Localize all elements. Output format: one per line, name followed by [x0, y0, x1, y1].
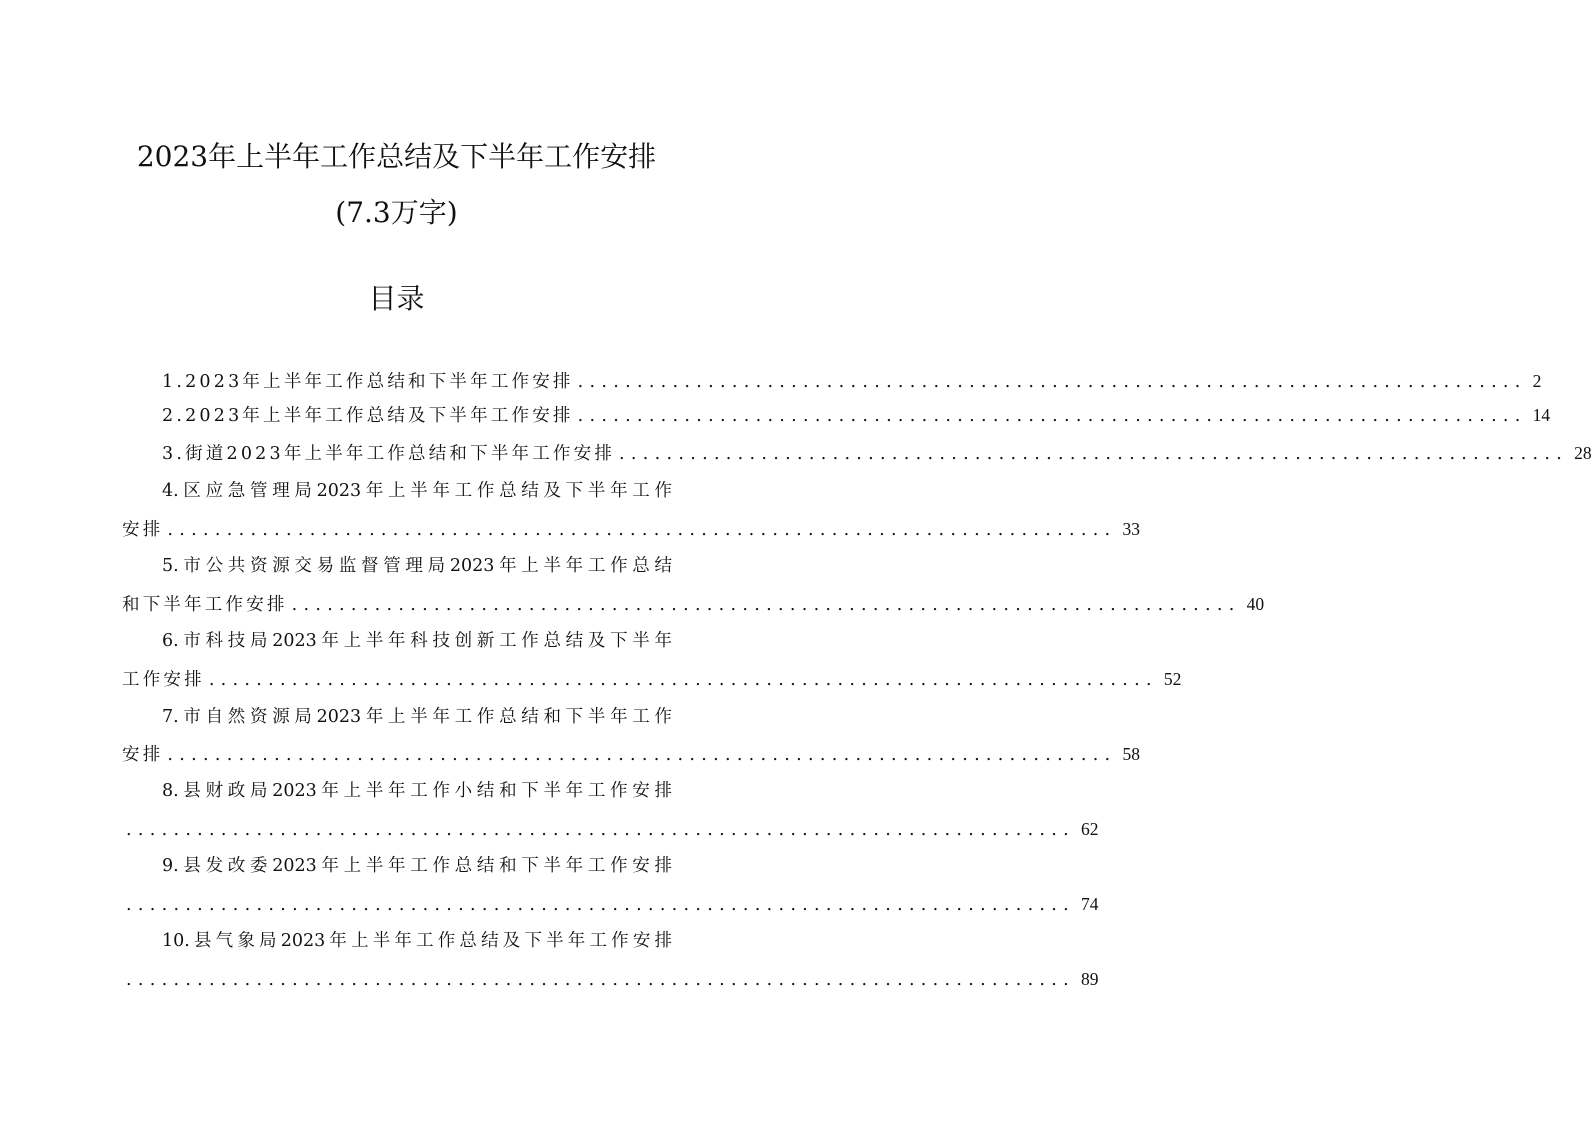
- toc-entry-line[interactable]: [122, 514, 1140, 544]
- toc-entry-line[interactable]: [122, 626, 672, 656]
- leader-dots: ................................................................................: [126, 820, 1076, 840]
- toc-entry-line[interactable]: [122, 438, 1592, 468]
- toc-entry-line[interactable]: [122, 366, 1542, 396]
- toc-page-number: 52: [1163, 669, 1182, 689]
- toc-page-number: 28: [1574, 443, 1592, 463]
- leader-dots: ................................................................................: [126, 970, 1076, 990]
- toc-entry-line[interactable]: [122, 476, 672, 506]
- toc-page-number: 62: [1081, 819, 1099, 839]
- toc-entry-title: 1.2023年上半年工作总结和下半年工作安排: [162, 372, 574, 392]
- toc-page-number: 40: [1246, 594, 1265, 614]
- toc-heading: 目录: [368, 282, 425, 315]
- leader-dots: ................................................................................: [208, 670, 1158, 690]
- toc-entry-line[interactable]: [122, 664, 1182, 694]
- toc-entry-line[interactable]: [122, 702, 672, 732]
- toc-entry-title-continued: 安排: [122, 520, 164, 540]
- toc-entry-title: 6.市科技局2023年上半年科技创新工作总结及下半年: [162, 631, 672, 651]
- document-subtitle: (7.3万字): [335, 196, 458, 229]
- toc-entry-line[interactable]: [122, 400, 1551, 430]
- toc-entry-line[interactable]: [122, 589, 1265, 619]
- toc-entry-title: 10.县气象局2023年上半年工作总结及下半年工作安排: [162, 931, 672, 951]
- toc-entry-line[interactable]: [122, 776, 672, 806]
- toc-entry-title: 3.街道2023年上半年工作总结和下半年工作安排: [162, 444, 616, 464]
- toc-entry-title: 4.区应急管理局2023年上半年工作总结及下半年工作: [162, 481, 672, 501]
- leader-dots: ................................................................................: [619, 444, 1569, 464]
- toc-entry-title: 8.县财政局2023年上半年工作小结和下半年工作安排: [162, 781, 672, 801]
- toc-page-number: 2: [1532, 371, 1542, 391]
- toc-entry-title: 9.县发改委2023年上半年工作总结和下半年工作安排: [162, 856, 672, 876]
- toc-page-number: 89: [1081, 969, 1099, 989]
- leader-dots: ................................................................................: [126, 895, 1076, 915]
- leader-dots: ................................................................................: [577, 406, 1527, 426]
- toc-entry-line[interactable]: [122, 964, 1099, 994]
- toc-entry-line[interactable]: [122, 814, 1099, 844]
- toc-entry-title-continued: 工作安排: [122, 670, 205, 690]
- toc-entry-line[interactable]: [122, 739, 1140, 769]
- toc-entry-line[interactable]: [122, 551, 672, 581]
- toc-entry-title: 5.市公共资源交易监督管理局2023年上半年工作总结: [162, 556, 672, 576]
- toc-page-number: 58: [1122, 744, 1140, 764]
- toc-page-number: 33: [1122, 519, 1140, 539]
- toc-entry-line[interactable]: [122, 889, 1099, 919]
- document-title: 2023年上半年工作总结及下半年工作安排: [136, 140, 657, 173]
- toc-entry-title: 7.市自然资源局2023年上半年工作总结和下半年工作: [162, 707, 672, 727]
- leader-dots: ................................................................................: [291, 595, 1241, 615]
- toc-entry-title-continued: 安排: [122, 745, 164, 765]
- leader-dots: ................................................................................: [167, 520, 1117, 540]
- leader-dots: ................................................................................: [167, 745, 1117, 765]
- leader-dots: ................................................................................: [577, 372, 1527, 392]
- toc-entry-title: 2.2023年上半年工作总结及下半年工作安排: [162, 406, 574, 426]
- toc-page-number: 74: [1081, 894, 1099, 914]
- toc-page-number: 14: [1532, 405, 1551, 425]
- toc-entry-line[interactable]: [122, 851, 672, 881]
- toc-entry-title-continued: 和下半年工作安排: [122, 595, 288, 615]
- toc-entry-line[interactable]: [122, 926, 672, 956]
